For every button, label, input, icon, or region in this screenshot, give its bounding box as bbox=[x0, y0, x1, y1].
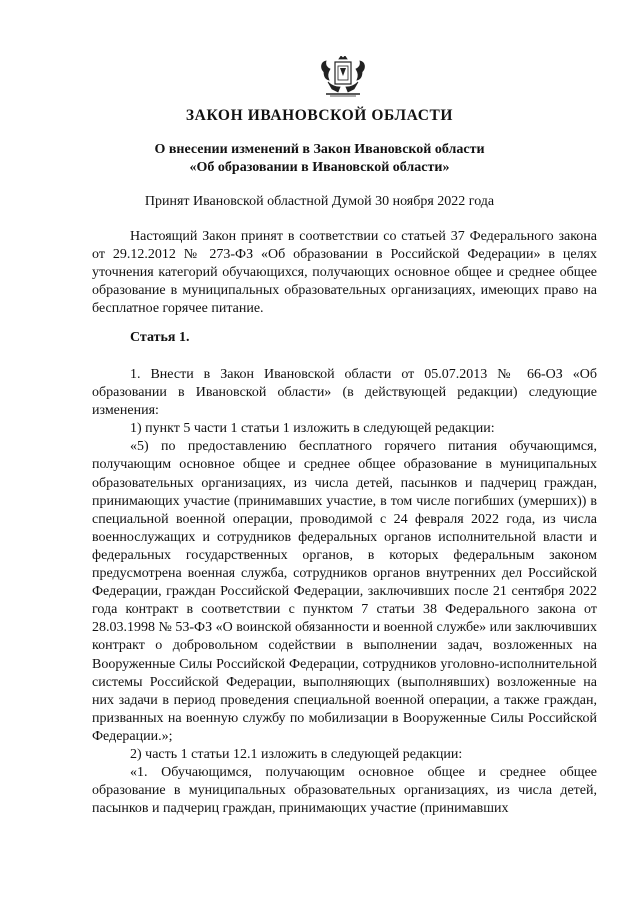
paragraph-item: «1. Обучающимся, получающим основное общее и среднее общее образование в муниципальных образовательных организациях, из числа детей, пасынков и падчериц граждан, принимающих участие (принимавших bbox=[92, 765, 597, 817]
coat-of-arms-emblem-icon bbox=[318, 56, 368, 98]
adoption-line: Принят Ивановской областной Думой 30 ноября 2022 года bbox=[144, 194, 495, 209]
paragraph-item: «5) по предоставлению бесплатного горячего питания обучающимся, получающим основное общее и среднее общее образование в муниципальных образовательных организациях, из числа детей, пасынков и падчериц граждан, принимающих участие (принимавших участие, в том числе погибших (умерших)) в специальной военной операции, проводимой с 24 февраля 2022 года, из числа военнослужащих и сотрудников федеральных органов исполнительной власти и федеральных государственных органов, в которых федеральным законом предусмотрена военная служба, сотрудников органов внутренних дел Российской Федерации, граждан Российской Федерации, заключивших после 21 сентября 2022 года контракт в соответствии с пунктом 7 статьи 38 Федерального закона от 28.03.1998 № 53-ФЗ «О воинской обязанности и военной службе» или заключивших контракт о добровольном содействии в выполнении задач, возложенных на Вооруженные Силы Российской Федерации, сотрудников уголовно-исполнительной системы Российской Федерации, выполняющих (выполнявших) возложенные на них задачи в период проведения специальной военной операции, а также граждан, призванных на военную службу по мобилизации в Вооруженные Силы Российской Федерации.»; bbox=[92, 439, 597, 744]
law-title: ЗАКОН ИВАНОВСКОЙ ОБЛАСТИ bbox=[185, 107, 454, 124]
preamble bbox=[92, 228, 597, 318]
article-body bbox=[92, 366, 597, 818]
article-heading: Статья 1. bbox=[130, 330, 190, 345]
paragraph-item: 1) пункт 5 части 1 статьи 1 изложить в следующей редакции: bbox=[130, 421, 495, 437]
paragraph-item: 1. Внести в Закон Ивановской области от 05.07.2013 № 66-ОЗ «Об образовании в Ивановской области» (в действующей редакции) следующие изменения: bbox=[92, 367, 597, 419]
law-subtitle-line-2: «Об образовании в Ивановской области» bbox=[189, 160, 450, 175]
paragraph-item: 2) часть 1 статьи 12.1 изложить в следующей редакции: bbox=[130, 746, 463, 762]
law-subtitle bbox=[0, 141, 639, 177]
law-subtitle-line-1: О внесении изменений в Закон Ивановской области bbox=[154, 142, 485, 157]
preamble-paragraph: Настоящий Закон принят в соответствии со статьей 37 Федерального закона от 29.12.2012 № 273-ФЗ «Об образовании в Российской Федерации» в целях уточнения категорий обучающихся, получающих основное общее и среднее общее образование в муниципальных образовательных организациях, имеющих право на бесплатное горячее питание. bbox=[92, 229, 597, 317]
